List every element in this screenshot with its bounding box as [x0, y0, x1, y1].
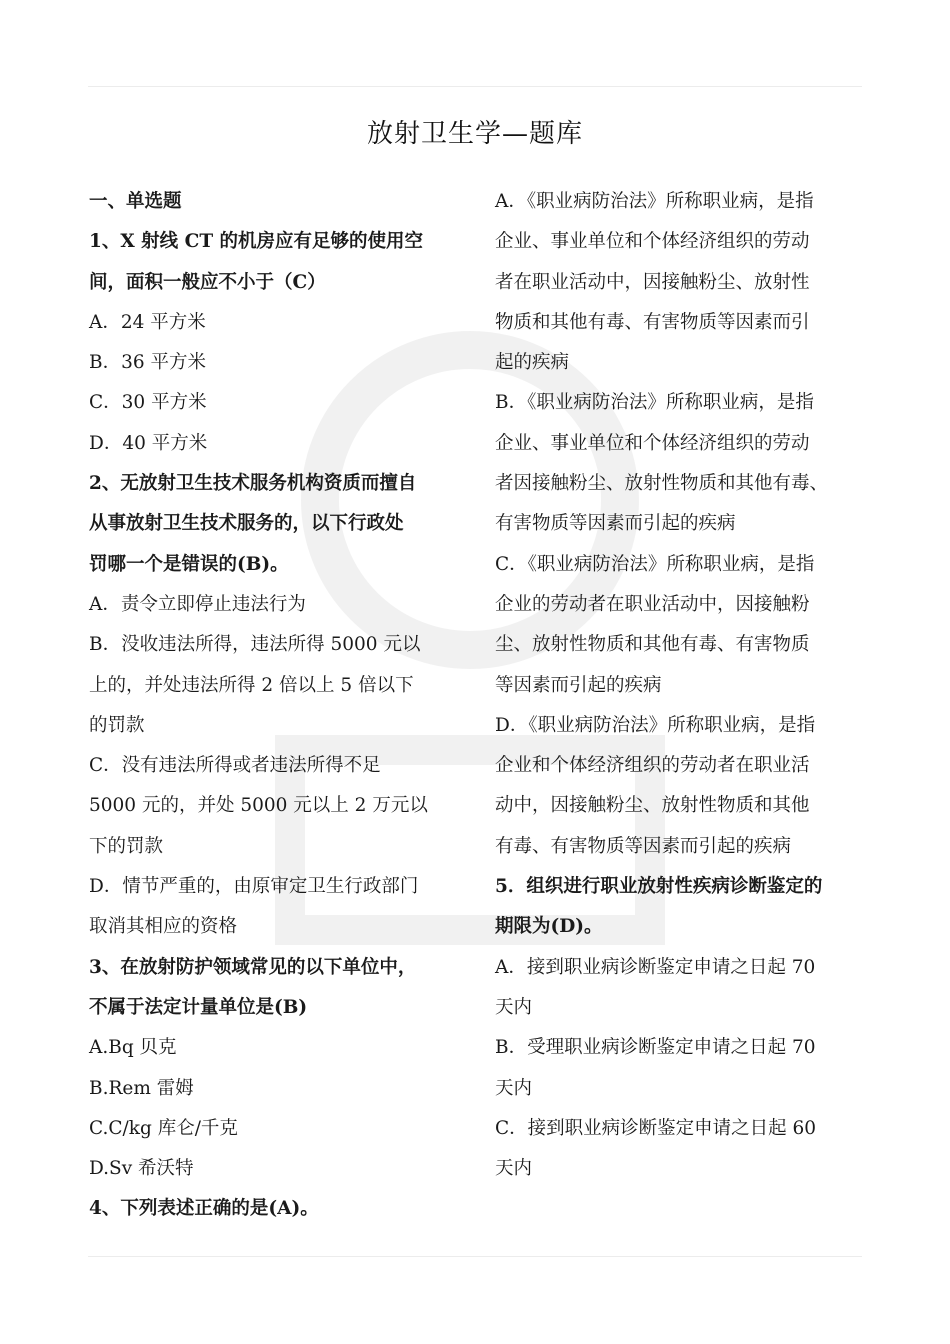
option-line: 起的疾病: [495, 352, 570, 374]
option-line: A．24 平方米: [89, 311, 206, 333]
question-line: 5．组织进行职业放射性疾病诊断鉴定的: [495, 876, 823, 898]
right-column: [495, 182, 875, 1189]
option-line: 上的，并处违法所得 2 倍以上 5 倍以下: [89, 674, 414, 696]
option-line: B．36 平方米: [89, 352, 207, 374]
option-line: 等因素而引起的疾病: [495, 674, 662, 696]
option-line: B．受理职业病诊断鉴定申请之日起 70: [495, 1037, 816, 1059]
question-line: 期限为(D)。: [495, 916, 603, 938]
option-line: D.Sv 希沃特: [89, 1158, 194, 1180]
option-line: 的罚款: [89, 714, 145, 736]
option-line: 企业和个体经济组织的劳动者在职业活: [495, 755, 810, 777]
option-line: D．情节严重的，由原审定卫生行政部门: [89, 876, 419, 898]
option-line: A．《职业病防治法》所称职业病，是指: [495, 191, 814, 212]
option-line: D．《职业病防治法》所称职业病，是指: [495, 714, 816, 736]
option-line: 企业的劳动者在职业活动中，因接触粉: [495, 593, 810, 615]
option-line: 物质和其他有毒、有害物质等因素而引: [495, 311, 810, 333]
question-line: 不属于法定计量单位是(B): [89, 996, 308, 1018]
question-line: 4、下列表述正确的是(A)。: [89, 1198, 319, 1220]
option-line: 5000 元的，并处 5000 元以上 2 万元以: [89, 795, 428, 817]
footer-rule: [88, 1256, 862, 1257]
option-line: 企业、事业单位和个体经济组织的劳动: [495, 432, 810, 454]
option-line: 动中，因接触粉尘、放射性物质和其他: [495, 795, 810, 817]
option-line: C.C/kg 库仑/千克: [89, 1117, 238, 1139]
option-line: 天内: [495, 1077, 533, 1099]
option-line: A．接到职业病诊断鉴定申请之日起 70: [495, 956, 816, 978]
question-line: 罚哪一个是错误的(B)。: [89, 553, 289, 575]
option-line: B．《职业病防治法》所称职业病，是指: [495, 392, 814, 414]
option-line: 企业、事业单位和个体经济组织的劳动: [495, 231, 810, 253]
option-line: A．责令立即停止违法行为: [89, 593, 306, 615]
option-line: 者因接触粉尘、放射性物质和其他有毒、: [495, 473, 829, 495]
option-line: 有毒、有害物质等因素而引起的疾病: [495, 835, 792, 857]
option-line: A.Bq 贝克: [89, 1037, 177, 1059]
option-line: B．没收违法所得，违法所得 5000 元以: [89, 634, 421, 656]
option-line: 者在职业活动中，因接触粉尘、放射性: [495, 271, 810, 293]
option-line: 天内: [495, 1158, 533, 1180]
option-line: 尘、放射性物质和其他有毒、有害物质: [495, 634, 810, 656]
header-rule: [88, 86, 862, 87]
question-line: 3、在放射防护领域常见的以下单位中，: [89, 956, 417, 978]
option-line: C．30 平方米: [89, 392, 207, 414]
question-line: 从事放射卫生技术服务的，以下行政处: [89, 513, 404, 535]
option-line: C．《职业病防治法》所称职业病，是指: [495, 553, 815, 575]
question-line: 1、X 射线 CT 的机房应有足够的使用空: [89, 231, 424, 253]
question-line: 2、无放射卫生技术服务机构资质而擅自: [89, 473, 417, 495]
option-line: 下的罚款: [89, 835, 164, 857]
option-line: C．接到职业病诊断鉴定申请之日起 60: [495, 1117, 817, 1139]
left-column: [89, 182, 464, 1230]
document-title: 放射卫生学—题库: [366, 119, 583, 149]
option-line: C．没有违法所得或者违法所得不足: [89, 755, 381, 777]
option-line: 有害物质等因素而引起的疾病: [495, 513, 736, 535]
question-line: 一、单选题: [89, 191, 182, 212]
option-line: D．40 平方米: [89, 432, 208, 454]
option-line: B.Rem 雷姆: [89, 1077, 194, 1099]
option-line: 取消其相应的资格: [89, 916, 238, 938]
question-line: 间，面积一般应不小于（C）: [89, 271, 326, 293]
option-line: 天内: [495, 996, 533, 1018]
